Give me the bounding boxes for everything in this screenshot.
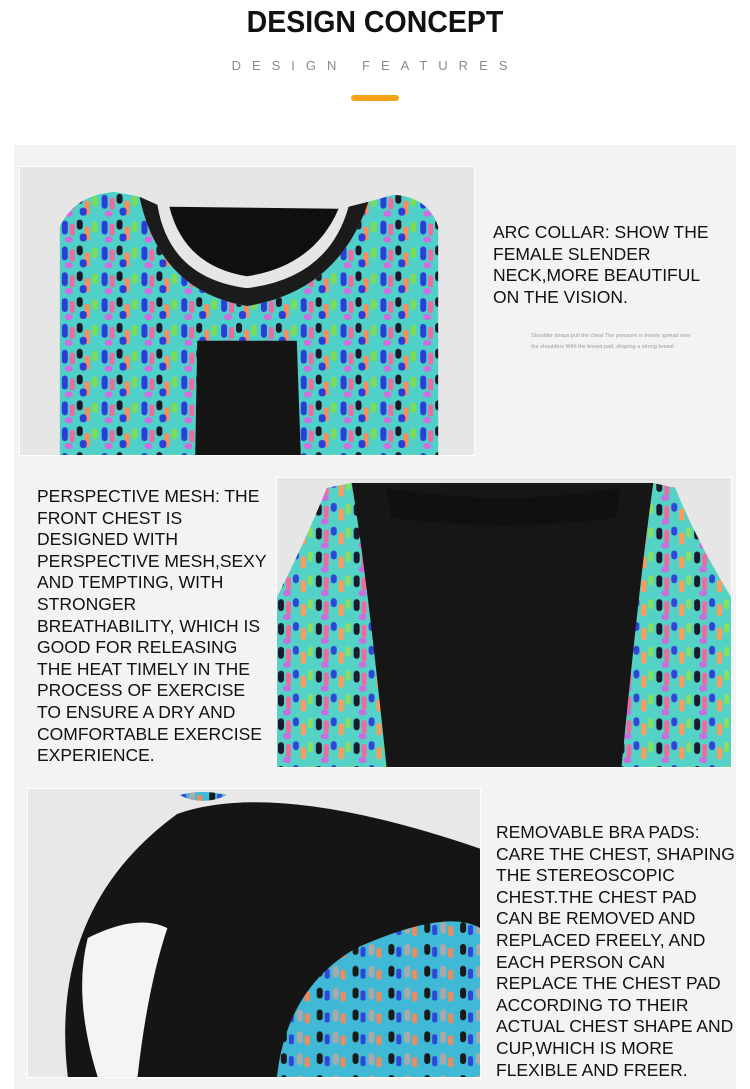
perspective-mesh-text: PERSPECTIVE MESH: THE FRONT CHEST IS DESIGNED WITH PERSPECTIVE MESH,SEXY AND TEMPTING, WITH STRONGER BREATHABILITY, WHICH IS GOOD FOR RELEASING THE HEAT TIMELY IN THE PROCESS OF EXERCISE TO ENSURE A DRY AND COMFORTABLE EXERCISE EXPERIENCE. xyxy=(37,486,267,766)
arc-collar-fine-print: Shoulder straps pull the chest The pressure is evenly spread over the shoulders With the breast pad, shaping a strong breast xyxy=(531,333,691,350)
perspective-mesh-photo xyxy=(276,477,732,768)
arc-collar-photo xyxy=(19,166,475,456)
bra-pad-photo xyxy=(27,788,481,1078)
page-title: DESIGN CONCEPT xyxy=(246,4,504,39)
arc-collar-text: ARC COLLAR: SHOW THE FEMALE SLENDER NECK,MORE BEAUTIFUL ON THE VISION. xyxy=(493,222,709,307)
accent-bar xyxy=(351,95,399,101)
page-subtitle: DESIGN FEATURES xyxy=(231,58,519,73)
bra-pad-text: REMOVABLE BRA PADS: CARE THE CHEST, SHAPING THE STEREOSCOPIC CHEST.THE CHEST PAD CAN BE REMOVED AND REPLACED FREELY, AND EACH PERSON CAN REPLACE THE CHEST PAD ACCORDING TO THEIR ACTUAL CHEST SHAPE AND CUP,WHICH IS MORE FLEXIBLE AND FREER. xyxy=(496,822,735,1080)
